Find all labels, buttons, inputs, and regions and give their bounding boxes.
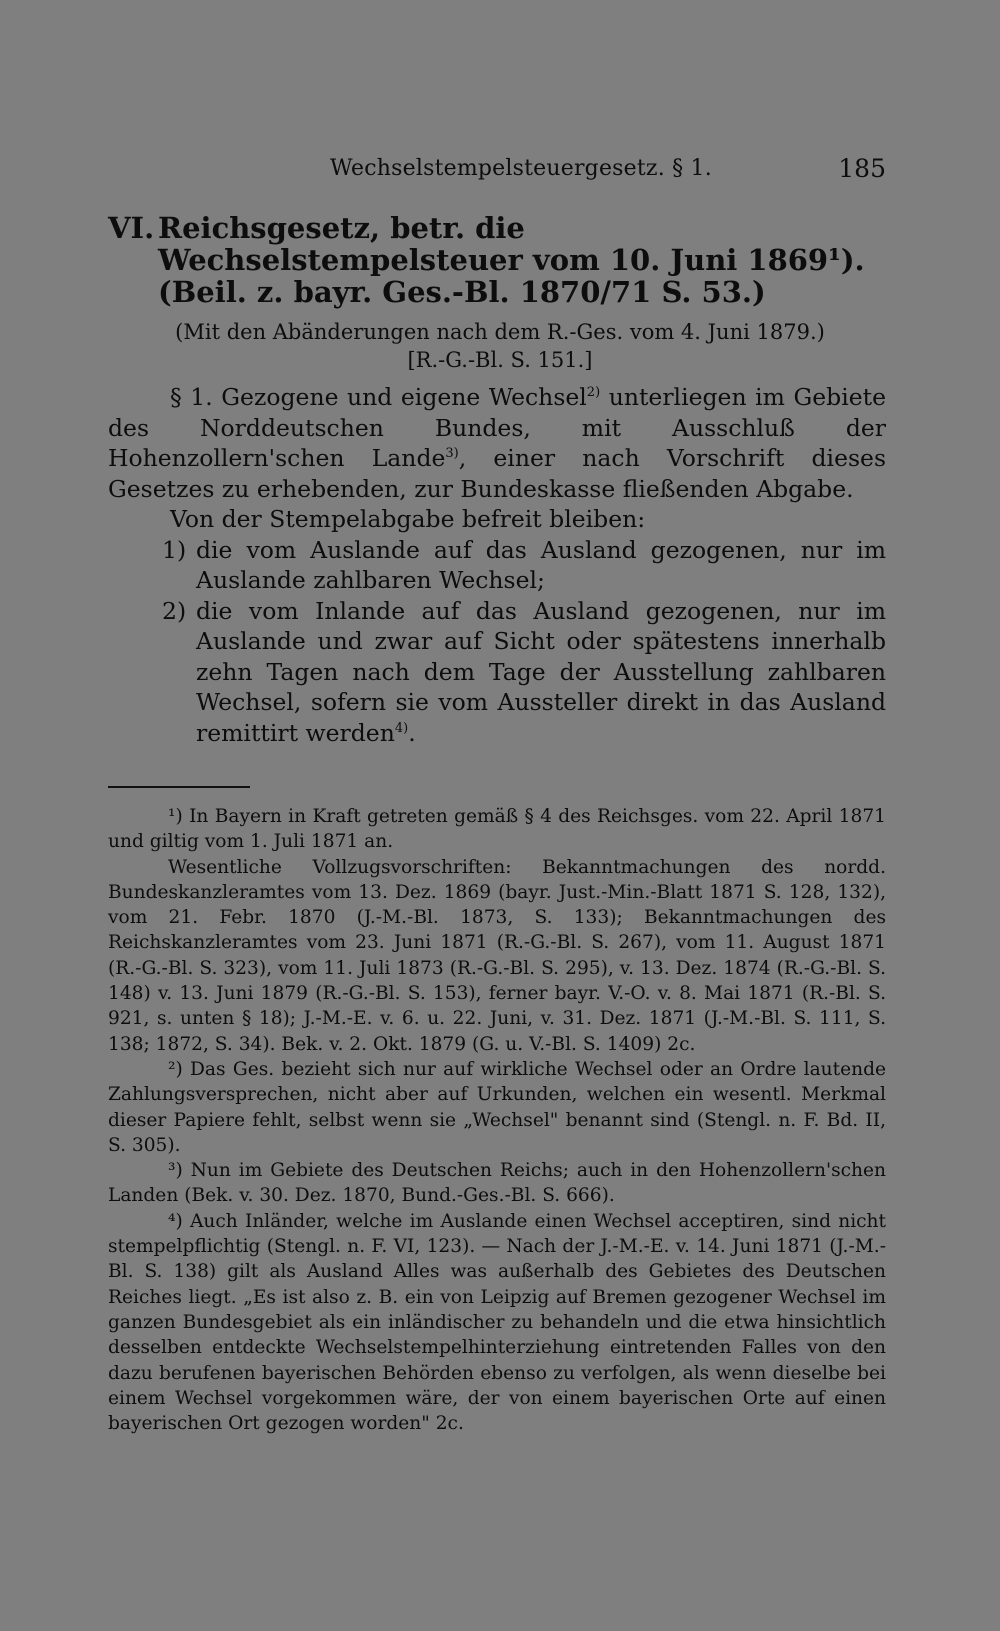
footnote-ref-4: 4) xyxy=(394,720,409,736)
amendment-line-1: (Mit den Abänderungen nach dem R.-Ges. vom 4. Juni 1879.) xyxy=(175,320,825,344)
running-head xyxy=(108,150,886,190)
law-body xyxy=(108,382,886,748)
paragraph-2: Von der Stempelabgabe befreit bleiben: xyxy=(170,505,646,533)
footnote-2 xyxy=(108,1057,886,1158)
paragraph-1-part-a: § 1. Gezogene und eigene Wechsel xyxy=(170,383,587,411)
law-title-text: Reichsgesetz, betr. die Wechselstempelsteuer vom 10. Juni 1869¹). (Beil. z. bayr. Ges.-Bl. 1870/71 S. 53.) xyxy=(158,211,865,309)
footnote-1-marker: ¹) xyxy=(168,806,183,827)
footnote-divider xyxy=(108,786,250,788)
footnote-4-text: Auch Inländer, welche im Auslande einen Wechsel acceptiren, sind nicht stempelpflichtig (Stengl. n. F. VI, 123). — Nach der J.-M.-E. v. 14. Juni 1871 (J.-M.-Bl. S. 138) gilt als Ausland Alles was außerhalb des Gebietes des Deutschen Reiches liegt. „Es ist also z. B. ein von Leipzig auf Bremen gezogener Wechsel im ganzen Bundesgebiet als ein inländischer zu behandeln und die etwa hinsichtlich desselben entdeckte Wechselstempelhinterziehung eintretenden Falles von den dazu berufenen bayerischen Behörden ebenso zu verfolgen, als wenn dieselbe bei einem Wechsel vorgekommen wäre, der von einem bayerischen Orte auf einen bayerischen Ort gezogen worden" 2c. xyxy=(108,1210,886,1435)
list-marker-2: 2) xyxy=(162,596,187,625)
list-item-1 xyxy=(108,535,886,596)
law-title xyxy=(108,212,886,308)
list-item-2 xyxy=(108,596,886,749)
footnote-1 xyxy=(108,804,886,855)
list-item-2-end: . xyxy=(408,718,416,747)
footnotes xyxy=(108,804,886,1436)
list-item-1-text: die vom Auslande auf das Ausland gezogenen, nur im Auslande zahlbaren Wechsel; xyxy=(196,535,886,594)
footnote-3 xyxy=(108,1158,886,1209)
amendment-note xyxy=(108,318,886,374)
list-item-2-text: die vom Inlande auf das Ausland gezogenen, nur im Auslande und zwar auf Sicht oder spätestens innerhalb zehn Tagen nach dem Tage der Ausstellung zahlbaren Wechsel, sofern sie vom Aussteller direkt in das Ausland remittirt werden xyxy=(196,596,886,747)
footnote-1-continued: Wesentliche Vollzugsvorschriften: Bekanntmachungen des nordd. Bundeskanzleramtes vom 13. Dez. 1869 (bayr. Just.-Min.-Blatt 1871 S. 128, 132), vom 21. Febr. 1870 (J.-M.-Bl. 1873, S. 133); Bekanntmachungen des Reichskanzleramtes vom 23. Juni 1871 (R.-G.-Bl. S. 267), vom 11. August 1871 (R.-G.-Bl. S. 323), vom 11. Juli 1873 (R.-G.-Bl. S. 295), v. 13. Dez. 1874 (R.-G.-Bl. S. 148) v. 13. Juni 1879 (R.-G.-Bl. S. 153), ferner bayr. V.-O. v. 8. Mai 1871 (R.-Bl. S. 921, s. unten § 18); J.-M.-E. v. 6. u. 22. Juni, v. 31. Dez. 1871 (J.-M.-Bl. S. 111, S. 138; 1872, S. 34). Bek. v. 2. Okt. 1879 (G. u. V.-Bl. S. 1409) 2c. xyxy=(108,856,886,1055)
footnote-2-text: Das Ges. bezieht sich nur auf wirkliche Wechsel oder an Ordre lautende Zahlungsversprechen, nicht aber auf Urkunden, welchen ein wesentl. Merkmal dieser Papiere fehlt, selbst wenn sie „Wechsel" benannt sind (Stengl. n. F. Bd. II, S. 305). xyxy=(108,1058,886,1156)
page-number: 185 xyxy=(838,154,886,183)
list-marker-1: 1) xyxy=(162,535,187,564)
footnote-3-marker: ³) xyxy=(168,1160,183,1182)
footnote-1-text: In Bayern in Kraft getreten gemäß § 4 des Reichsges. vom 22. April 1871 und giltig vom 1. Juli 1871 an. xyxy=(108,806,886,853)
paragraph-1-part-b: unterliegen im Gebiete des Norddeutschen Bundes, mit Ausschluß der Hohenzollern'schen Lande xyxy=(108,383,886,472)
paragraph-1-part-c: , einer nach Vorschrift dieses Gesetzes zu erhebenden, zur Bundeskasse fließenden Abgabe. xyxy=(108,444,887,503)
paragraph-1 xyxy=(108,382,886,504)
footnote-ref-2: 2) xyxy=(586,385,601,401)
section-number: VI. xyxy=(108,211,155,245)
running-title: Wechselstempelsteuergesetz. § 1. xyxy=(330,156,712,181)
amendment-line-2: [R.-G.-Bl. S. 151.] xyxy=(407,348,593,372)
footnote-2-marker: ²) xyxy=(168,1058,183,1080)
footnote-3-text: Nun im Gebiete des Deutschen Reichs; auch in den Hohenzollern'schen Landen (Bek. v. 30. Dez. 1870, Bund.-Ges.-Bl. S. 666). xyxy=(108,1160,886,1207)
footnote-4 xyxy=(108,1209,886,1437)
footnote-4-marker: ⁴) xyxy=(168,1210,183,1232)
footnote-ref-3: 3) xyxy=(445,446,459,462)
book-page xyxy=(108,150,886,1436)
